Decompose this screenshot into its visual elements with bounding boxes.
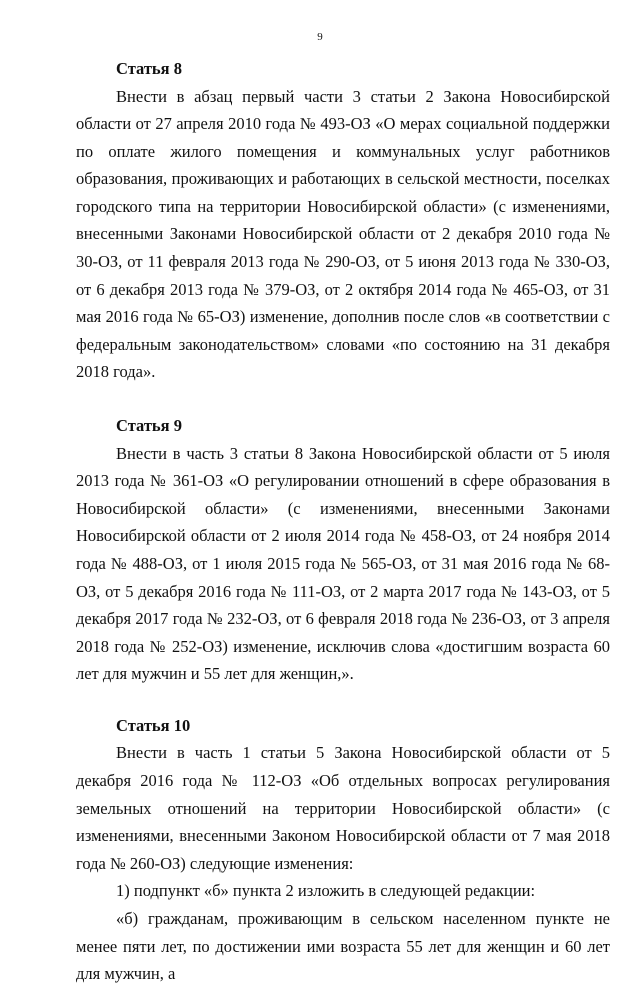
- article-paragraph: Внести в абзац первый части 3 статьи 2 Закона Новосибирской области от 27 апреля 2010 года № 493-ОЗ «О мерах социальной поддержки по оплате жилого помещения и коммунальных услуг работников образования, проживающих и работающих в сельской местности, поселках городского типа на территории Новосибирской области» (с изменениями, внесенными Законами Новосибирской области от 2 декабря 2010 года № 30-ОЗ, от 11 февраля 2013 года № 290-ОЗ, от 5 июня 2013 года № 330-ОЗ, от 6 декабря 2013 года № 379-ОЗ, от 2 октября 2014 года № 465-ОЗ, от 31 мая 2016 года № 65-ОЗ) изменение, дополнив после слов «в соответствии с федеральным законодательством» словами «по состоянию на 31 декабря 2018 года».: [76, 86, 610, 382]
- document-body: [76, 55, 610, 988]
- article-8: [76, 55, 610, 386]
- article-heading: Статья 9: [116, 416, 182, 436]
- article-10: [76, 712, 610, 988]
- page-number: 9: [317, 31, 323, 43]
- article-paragraph: «б) гражданам, проживающим в сельском населенном пункте не менее пяти лет, по достижении ими возраста 55 лет для женщин и 60 лет для мужчин, а: [76, 908, 610, 984]
- article-9: [76, 412, 610, 688]
- article-paragraph: Внести в часть 1 статьи 5 Закона Новосибирской области от 5 декабря 2016 года № 112-ОЗ «Об отдельных вопросах регулирования земельных отношений на территории Новосибирской области» (с изменениями, внесенными Законом Новосибирской области от 7 мая 2018 года № 260-ОЗ) следующие изменения:: [76, 743, 610, 873]
- article-heading: Статья 8: [116, 59, 182, 78]
- article-heading: Статья 10: [116, 715, 191, 735]
- article-paragraph: 1) подпункт «б» пункта 2 изложить в следующей редакции:: [116, 881, 536, 901]
- article-paragraph: Внести в часть 3 статьи 8 Закона Новосибирской области от 5 июля 2013 года № 361-ОЗ «О регулировании отношений в сфере образования в Новосибирской области» (с изменениями, внесенными Законами Новосибирской области от 2 июля 2014 года № 458-ОЗ, от 24 ноября 2014 года № 488-ОЗ, от 1 июля 2015 года № 565-ОЗ, от 31 мая 2016 года № 68-ОЗ, от 5 декабря 2016 года № 111-ОЗ, от 2 марта 2017 года № 143-ОЗ, от 5 декабря 2017 года № 232-ОЗ, от 6 февраля 2018 года № 236-ОЗ, от 3 апреля 2018 года № 252-ОЗ) изменение, исключив слова «достигшим возраста 60 лет для мужчин и 55 лет для женщин,».: [76, 443, 610, 684]
